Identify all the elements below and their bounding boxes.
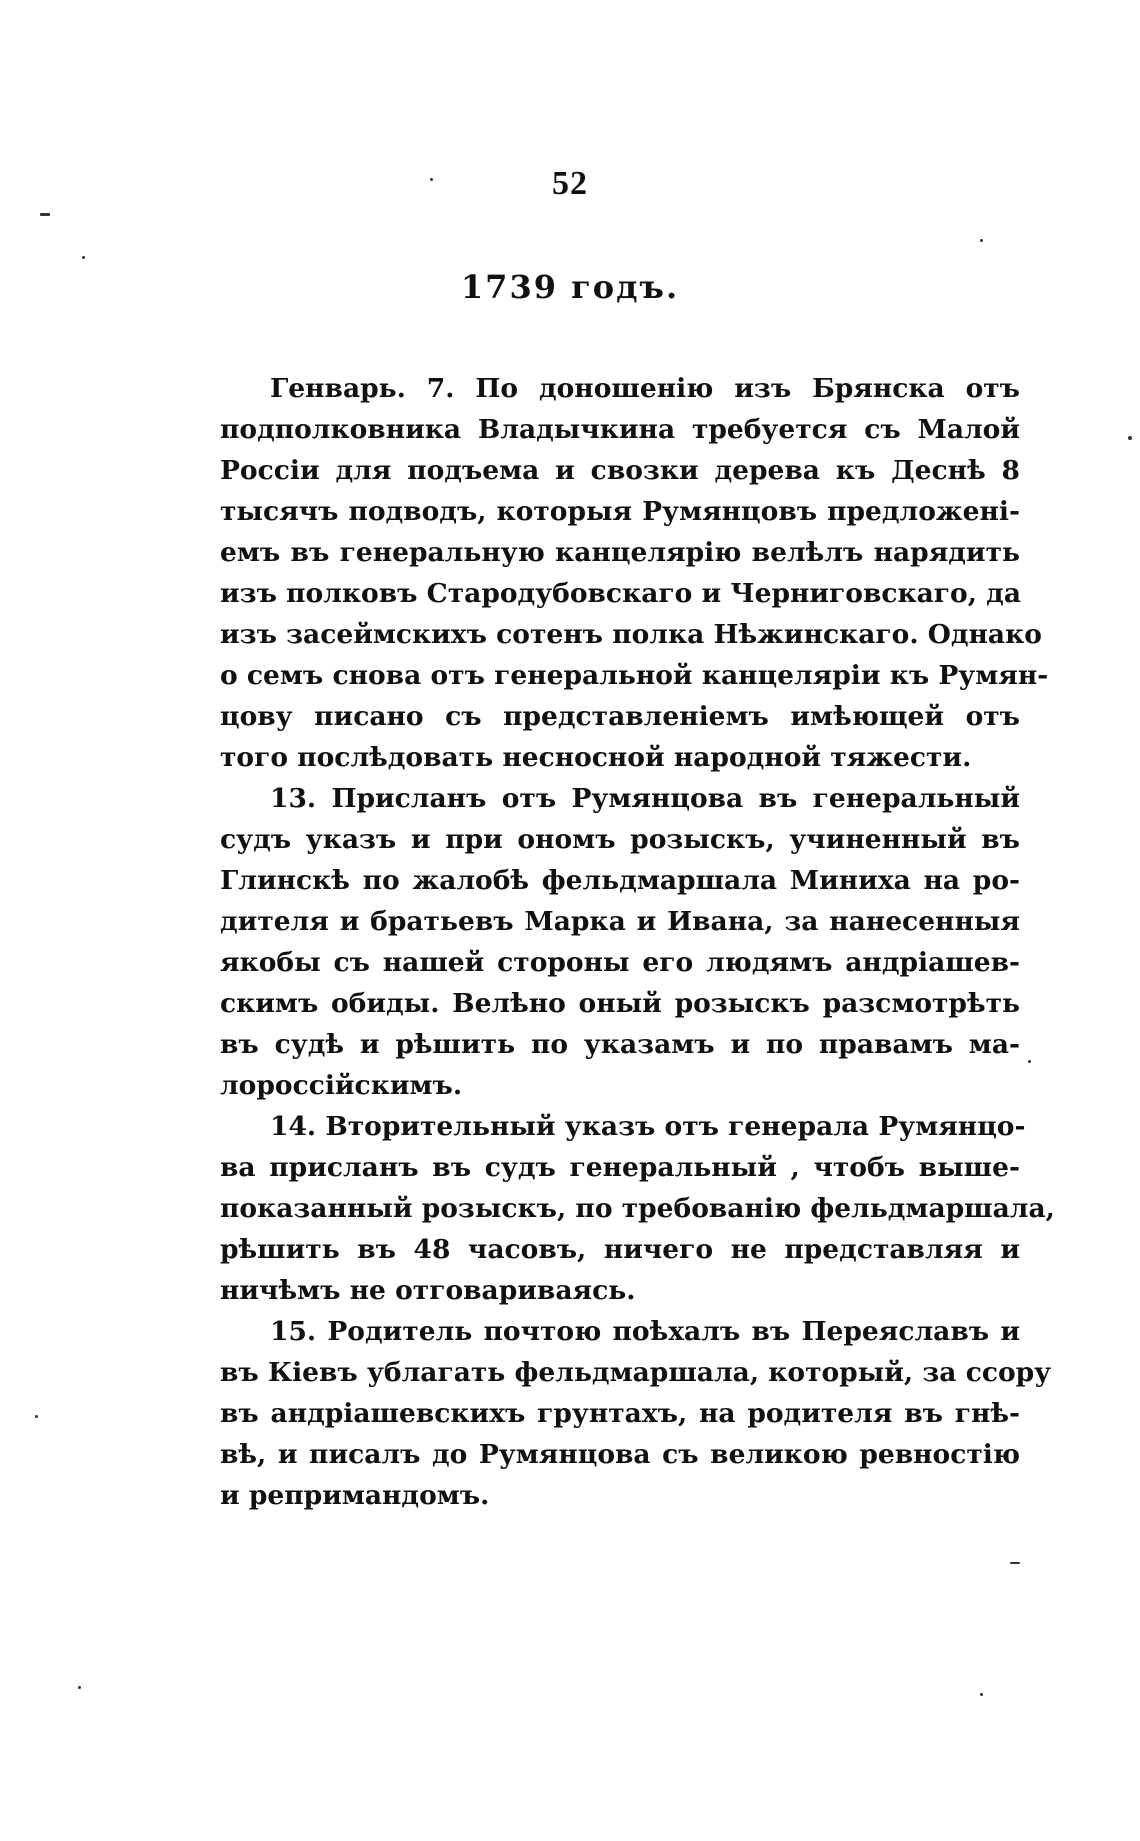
text-line: судъ указъ и при ономъ розыскъ, учиненный въ <box>220 824 1020 855</box>
text-line: 13. Присланъ отъ Румянцова въ генеральный <box>270 783 1020 814</box>
text-line: въ судѣ и рѣшить по указамъ и по правамъ ма- <box>220 1029 1020 1060</box>
text-line: въ Кіевъ ублагать фельдмаршала, который, за ссору <box>220 1357 1052 1388</box>
text-line: ничѣмъ не отговариваясь. <box>220 1275 636 1306</box>
scan-speck <box>980 239 983 242</box>
text-line: емъ въ генеральную канцелярію велѣлъ нарядить <box>220 537 1020 568</box>
page-number: 52 <box>552 165 588 202</box>
scan-speck <box>40 213 50 216</box>
scan-speck <box>82 256 85 259</box>
text-line: изъ засеймскихъ сотенъ полка Нѣжинскаго. Однако <box>220 619 1042 650</box>
text-line: подполковника Владычкина требуется съ Малой <box>220 414 1020 445</box>
scan-speck <box>35 1415 38 1418</box>
text-line: Россіи для подъема и свозки дерева къ Деснѣ 8 <box>220 455 1020 486</box>
scan-speck <box>980 1693 983 1696</box>
scan-speck <box>430 178 433 181</box>
text-line: вѣ, и писалъ до Румянцова съ великою ревностію <box>220 1439 1020 1470</box>
text-line: о семъ снова отъ генеральной канцеляріи къ Румян- <box>220 660 1049 691</box>
text-line: тысячъ подводъ, которыя Румянцовъ предложені- <box>220 496 1020 527</box>
paragraph <box>220 778 1020 1106</box>
scan-speck <box>1010 1562 1020 1564</box>
text-line: того послѣдовать несносной народной тяжести. <box>220 742 972 773</box>
year-heading: 1739 годъ. <box>460 268 680 306</box>
scan-speck <box>1028 1060 1031 1063</box>
paragraph <box>220 1106 1055 1311</box>
paragraph <box>220 1311 1052 1516</box>
text-line: дителя и братьевъ Марка и Ивана, за нанесенныя <box>220 906 1020 937</box>
scan-speck <box>78 1686 81 1689</box>
text-line: Глинскѣ по жалобѣ фельдмаршала Миниха на ро- <box>220 865 1020 896</box>
body-text <box>220 368 1055 1516</box>
text-line: 15. Родитель почтою поѣхалъ въ Переяславъ и <box>270 1316 1020 1347</box>
text-line: рѣшить въ 48 часовъ, ничего не представляя и <box>220 1234 1020 1265</box>
text-line: ва присланъ въ судъ генеральный , чтобъ выше- <box>220 1152 1020 1183</box>
text-line: показанный розыскъ, по требованію фельдмаршала, <box>220 1193 1055 1224</box>
paragraph <box>220 368 1049 778</box>
text-line: Генварь. 7. По доношенію изъ Брянска отъ <box>270 373 1020 404</box>
text-line: цову писано съ представленіемъ имѣющей отъ <box>220 701 1020 732</box>
text-line: лороссійскимъ. <box>220 1070 463 1101</box>
text-line: и репримандомъ. <box>220 1480 490 1511</box>
text-line: изъ полковъ Стародубовскаго и Черниговскаго, да <box>220 578 1022 609</box>
text-line: якобы съ нашей стороны его людямъ андріашев- <box>220 947 1020 978</box>
text-line: въ андріашевскихъ грунтахъ, на родителя въ гнѣ- <box>220 1398 1020 1429</box>
text-line: 14. Вторительный указъ отъ генерала Румянцо- <box>270 1111 1026 1142</box>
scan-speck <box>1128 436 1132 440</box>
text-line: скимъ обиды. Велѣно оный розыскъ разсмотрѣть <box>220 988 1020 1019</box>
